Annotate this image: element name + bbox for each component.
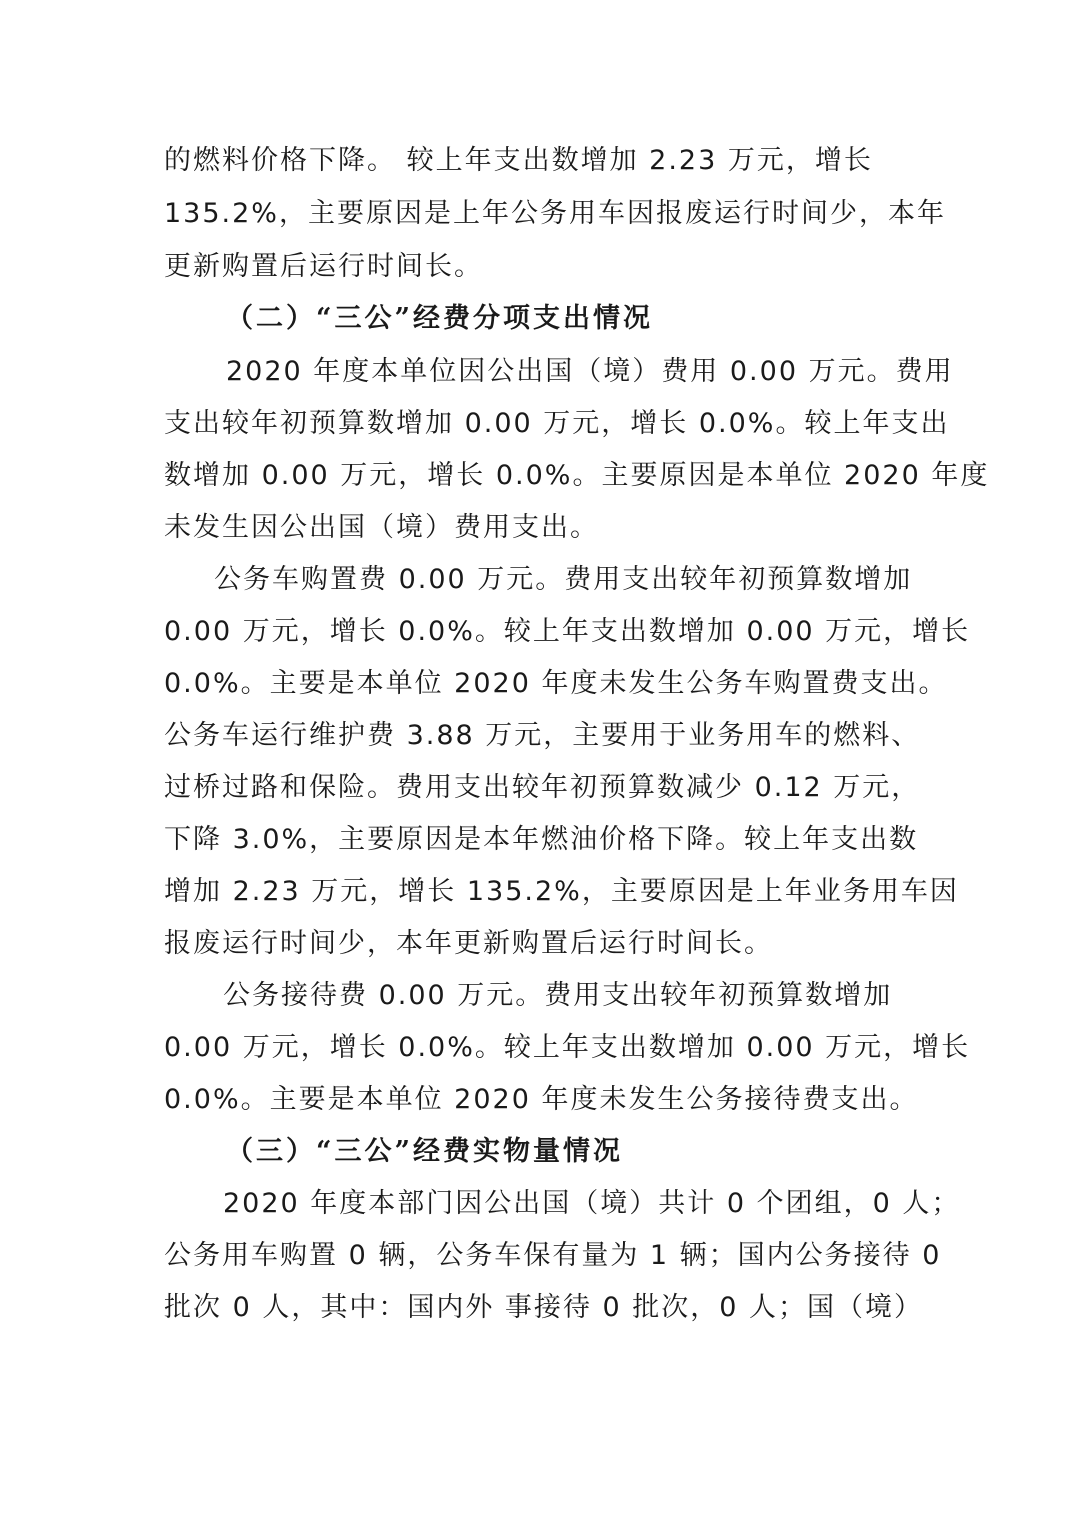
text-line: 增加 2.23 万元，增长 135.2%，主要原因是上年业务用车因 bbox=[164, 876, 959, 907]
text-line: 0.0%。主要是本单位 2020 年度未发生公务接待费支出。 bbox=[164, 1084, 919, 1115]
section-heading: （三）“三公”经费实物量情况 bbox=[226, 1136, 624, 1167]
text-line: 0.00 万元，增长 0.0%。较上年支出数增加 0.00 万元，增长 bbox=[164, 616, 971, 647]
text-line: 2020 年度本部门因公出国（境）共计 0 个团组，0 人； bbox=[223, 1188, 961, 1219]
text-line: 135.2%，主要原因是上年公务用车因报废运行时间少，本年 bbox=[164, 198, 946, 229]
section-heading: （二）“三公”经费分项支出情况 bbox=[226, 303, 654, 334]
text-line: 下降 3.0%，主要原因是本年燃油价格下降。较上年支出数 bbox=[164, 824, 919, 855]
text-line: 未发生因公出国（境）费用支出。 bbox=[164, 512, 599, 543]
text-line: 支出较年初预算数增加 0.00 万元，增长 0.0%。较上年支出 bbox=[164, 408, 950, 439]
text-line: 数增加 0.00 万元，增长 0.0%。主要原因是本单位 2020 年度 bbox=[164, 460, 990, 491]
text-line: 0.00 万元，增长 0.0%。较上年支出数增加 0.00 万元，增长 bbox=[164, 1032, 971, 1063]
text-line: 批次 0 人，其中：国内外 事接待 0 批次，0 人；国（境） bbox=[164, 1292, 924, 1323]
text-line: 公务车购置费 0.00 万元。费用支出较年初预算数增加 bbox=[214, 564, 913, 595]
text-line: 更新购置后运行时间长。 bbox=[164, 251, 483, 282]
text-line: 过桥过路和保险。费用支出较年初预算数减少 0.12 万元， bbox=[164, 772, 921, 803]
text-line: 公务车运行维护费 3.88 万元，主要用于业务用车的燃料、 bbox=[164, 720, 921, 751]
text-line: 公务用车购置 0 辆，公务车保有量为 1 辆；国内公务接待 0 bbox=[164, 1240, 942, 1271]
text-line: 的燃料价格下降。 较上年支出数增加 2.23 万元，增长 bbox=[164, 145, 873, 176]
text-line: 0.0%。主要是本单位 2020 年度未发生公务车购置费支出。 bbox=[164, 668, 948, 699]
text-line: 报废运行时间少，本年更新购置后运行时间长。 bbox=[164, 928, 773, 959]
text-line: 2020 年度本单位因公出国（境）费用 0.00 万元。费用 bbox=[226, 356, 954, 387]
text-line: 公务接待费 0.00 万元。费用支出较年初预算数增加 bbox=[223, 980, 893, 1011]
